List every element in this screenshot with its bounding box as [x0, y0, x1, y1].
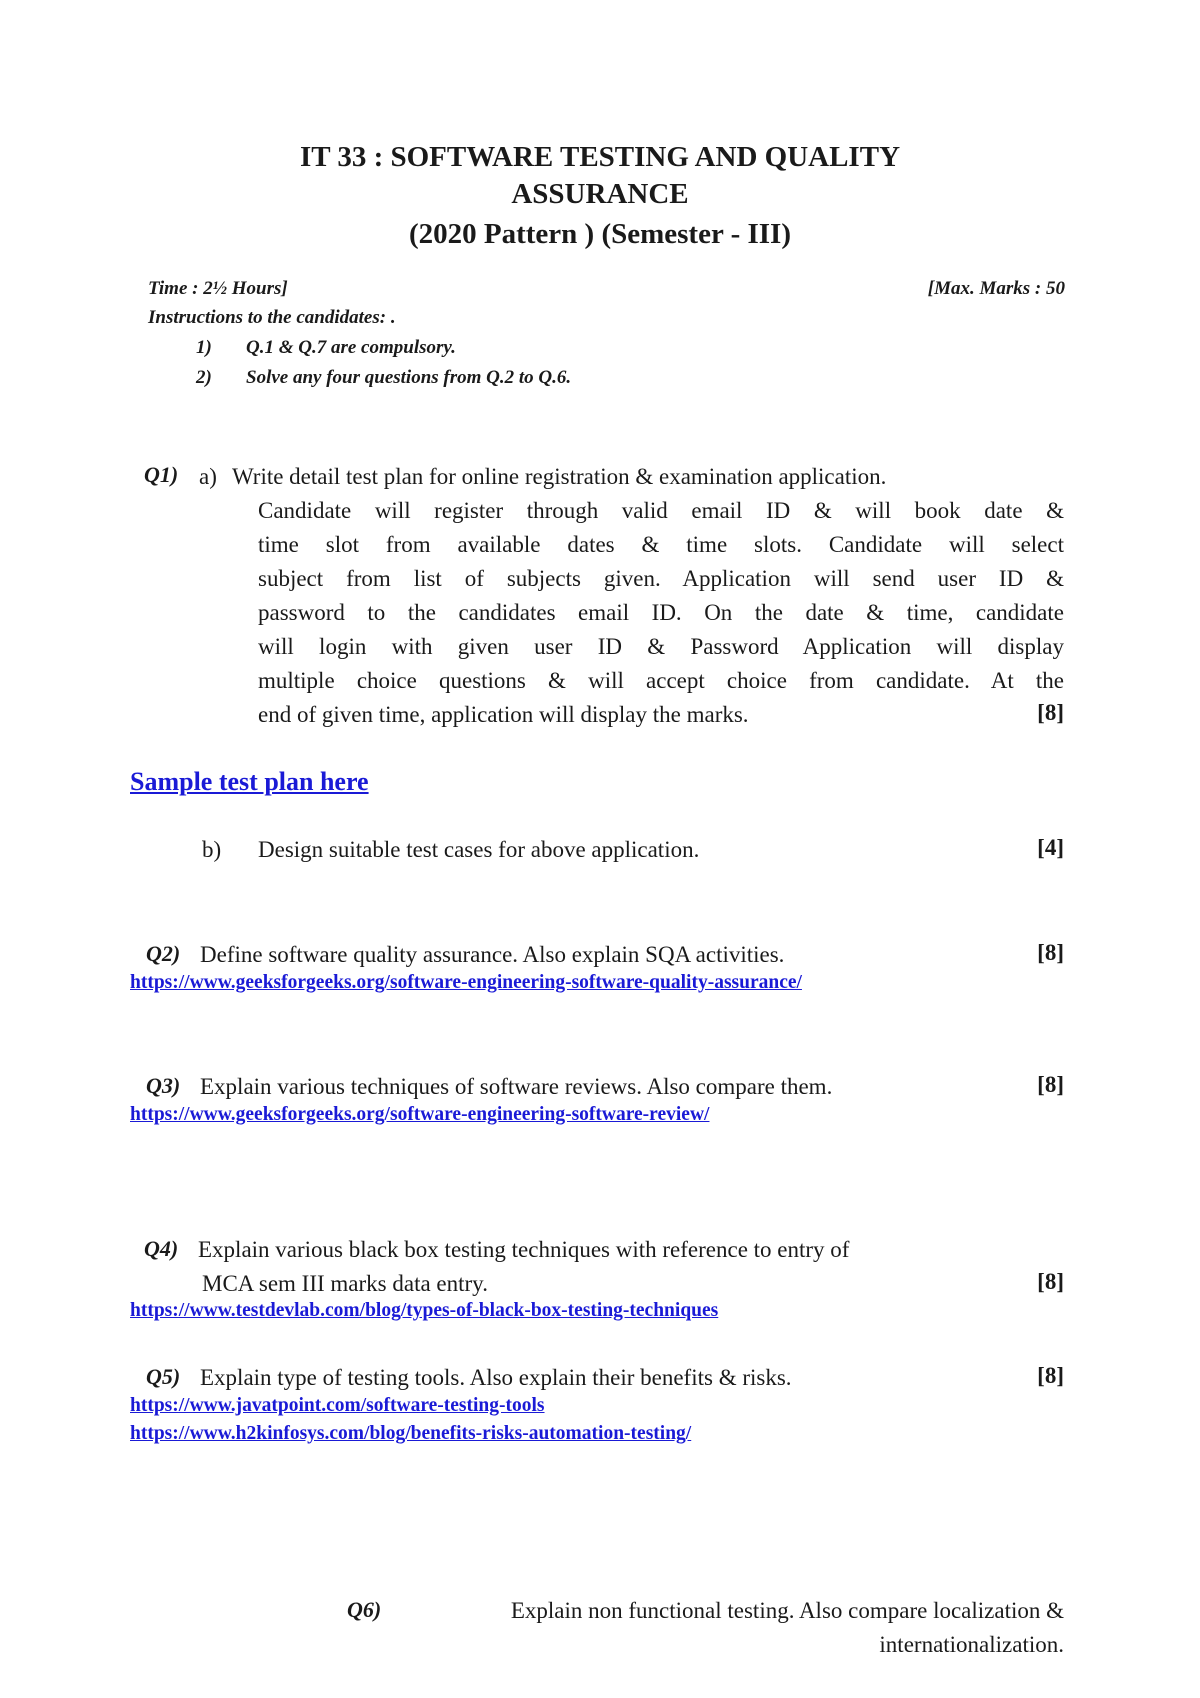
question-text: Explain type of testing tools. Also explain their benefits & risks.: [200, 1365, 792, 1390]
question-text-line: MCA sem III marks data entry.: [202, 1271, 488, 1296]
question-label: Q5): [146, 1364, 181, 1389]
time-label: Time : 2½ Hours]: [148, 278, 288, 299]
page-subtitle: (2020 Pattern ) (Semester - III): [409, 218, 791, 250]
marks-badge: [8]: [1037, 940, 1064, 965]
question-label: Q1): [144, 462, 179, 487]
part-label: a): [199, 464, 217, 489]
instructions-heading: Instructions to the candidates: .: [148, 307, 396, 328]
marks-badge: [8]: [1037, 1072, 1064, 1097]
question-label: Q4): [144, 1236, 179, 1261]
question-text-line: internationalization.: [879, 1632, 1064, 1657]
part-label: b): [202, 837, 222, 862]
question-text-line: time slot from available dates & time slots. Candidate will select: [258, 532, 1064, 557]
question-text-line: password to the candidates email ID. On the date & time, candidate: [258, 600, 1064, 625]
marks-badge: [8]: [1037, 1269, 1064, 1294]
sample-test-plan-link[interactable]: Sample test plan here: [130, 767, 369, 796]
reference-link[interactable]: https://www.geeksforgeeks.org/software-engineering-software-review/: [130, 1104, 710, 1125]
reference-link[interactable]: https://www.javatpoint.com/software-testing-tools: [130, 1395, 545, 1416]
instruction-number: 1): [196, 337, 212, 358]
page-title-line2: ASSURANCE: [511, 178, 689, 210]
marks-badge: [8]: [1037, 700, 1064, 725]
question-text-line: Explain non functional testing. Also compare localization &: [510, 1598, 1064, 1623]
question-label: Q2): [146, 941, 181, 966]
reference-link[interactable]: https://www.testdevlab.com/blog/types-of-black-box-testing-techniques: [130, 1300, 719, 1321]
marks-badge: [4]: [1037, 835, 1064, 860]
question-text-line: Candidate will register through valid email ID & will book date &: [258, 498, 1064, 523]
instruction-number: 2): [196, 367, 212, 388]
instruction-text: Q.1 & Q.7 are compulsory.: [246, 337, 456, 358]
question-text-line: Explain various black box testing techniques with reference to entry of: [198, 1237, 850, 1262]
instruction-text: Solve any four questions from Q.2 to Q.6.: [246, 367, 572, 388]
question-text-line: subject from list of subjects given. Application will send user ID &: [258, 566, 1064, 591]
question-text: Design suitable test cases for above application.: [258, 837, 700, 862]
page-title-line1: IT 33 : SOFTWARE TESTING AND QUALITY: [299, 141, 901, 173]
question-text-line: end of given time, application will display the marks.: [258, 702, 749, 727]
question-text-line: multiple choice questions & will accept choice from candidate. At the: [258, 668, 1064, 693]
reference-link[interactable]: https://www.geeksforgeeks.org/software-engineering-software-quality-assurance/: [130, 972, 802, 993]
question-text-line: Write detail test plan for online registration & examination application.: [232, 464, 887, 489]
marks-badge: [8]: [1037, 1363, 1064, 1388]
question-text: Explain various techniques of software reviews. Also compare them.: [200, 1074, 833, 1099]
max-marks-label: [Max. Marks : 50: [927, 278, 1065, 299]
question-text-line: will login with given user ID & Password Application will display: [258, 634, 1064, 659]
reference-link[interactable]: https://www.h2kinfosys.com/blog/benefits-risks-automation-testing/: [130, 1423, 692, 1444]
question-label: Q6): [347, 1597, 382, 1622]
question-label: Q3): [146, 1073, 181, 1098]
question-text: Define software quality assurance. Also explain SQA activities.: [200, 942, 785, 967]
